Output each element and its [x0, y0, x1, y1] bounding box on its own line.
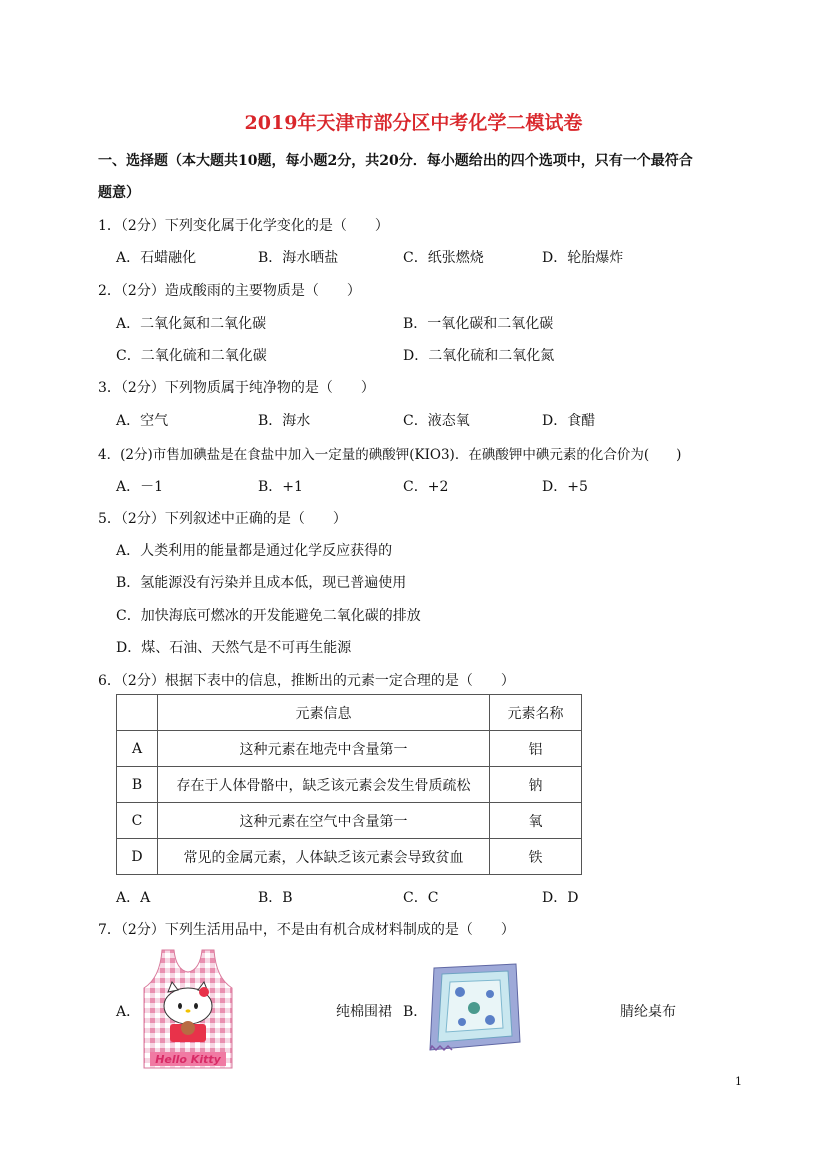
- q5-option-b: B．氢能源没有污染并且成本低，现已普遍使用: [116, 575, 407, 591]
- table-cell: 这种元素在空气中含量第一: [158, 803, 490, 839]
- q1-option-c: C．纸张燃烧: [403, 250, 484, 266]
- table-cell: 氧: [490, 803, 582, 839]
- table-cell: 铁: [490, 839, 582, 875]
- q3-option-d: D．食醋: [542, 413, 596, 429]
- question-6-stem: 6．（2分）根据下表中的信息，推断出的元素一定合理的是（ ）: [98, 673, 515, 689]
- q7-option-a-label: A．: [116, 1004, 141, 1020]
- table-row: [117, 803, 582, 839]
- q1-option-a: A．石蜡融化: [116, 250, 197, 266]
- table-cell: 常见的金属元素，人体缺乏该元素会导致贫血: [158, 839, 490, 875]
- table-cell: D: [117, 839, 158, 875]
- element-info-table: [116, 694, 582, 875]
- q3-option-c: C．液态氧: [403, 413, 470, 429]
- q5-option-d: D．煤、石油、天然气是不可再生能源: [116, 640, 352, 656]
- page-number: 1: [735, 1075, 742, 1088]
- question-3-stem: 3．（2分）下列物质属于纯净物的是（ ）: [98, 380, 375, 396]
- table-header-row: [117, 695, 582, 731]
- q4-option-d: D．+5: [542, 479, 588, 495]
- q6-option-c: C．C: [403, 890, 439, 906]
- q4-option-c: C．+2: [403, 479, 449, 495]
- table-cell: 铝: [490, 731, 582, 767]
- q7-option-b-label: B．: [403, 1004, 428, 1020]
- q6-option-a: A．A: [116, 890, 151, 906]
- cotton-apron-image: [140, 948, 236, 1070]
- acrylic-tablecloth-image: [424, 962, 522, 1054]
- page-title: 2019年天津市部分区中考化学二模试卷: [244, 112, 583, 134]
- section-heading-line2: 题意）: [98, 185, 140, 201]
- table-header-cell: 元素信息: [158, 695, 490, 731]
- question-2-stem: 2．（2分）造成酸雨的主要物质是（ ）: [98, 283, 361, 299]
- q2-option-c: C．二氧化硫和二氧化碳: [116, 348, 267, 364]
- q3-option-a: A．空气: [116, 413, 169, 429]
- q3-option-b: B．海水: [258, 413, 311, 429]
- table-row: [117, 731, 582, 767]
- table-header-cell: 元素名称: [490, 695, 582, 731]
- table-cell: 钠: [490, 767, 582, 803]
- table-cell: B: [117, 767, 158, 803]
- q1-option-d: D．轮胎爆炸: [542, 250, 624, 266]
- table-header-cell: [117, 695, 158, 731]
- q7-option-b-text: 腈纶桌布: [620, 1004, 676, 1020]
- q4-option-b: B．+1: [258, 479, 303, 495]
- question-4-stem: 4．(2分)市售加碘盐是在食盐中加入一定量的碘酸钾(KIO3)．在碘酸钾中碘元素的化合价为( ): [98, 447, 682, 463]
- section-heading-line1: 一、选择题（本大题共10题，每小题2分，共20分．每小题给出的四个选项中，只有一个最符合: [98, 153, 693, 169]
- table-row: [117, 767, 582, 803]
- q4-option-a: A．－1: [116, 479, 164, 495]
- apron-hello-kitty-text: Hello Kitty: [155, 1053, 221, 1066]
- q6-option-d: D．D: [542, 890, 579, 906]
- q6-option-b: B．B: [258, 890, 293, 906]
- q5-option-c: C．加快海底可燃冰的开发能避免二氧化碳的排放: [116, 608, 421, 624]
- table-row: [117, 839, 582, 875]
- table-cell: 这种元素在地壳中含量第一: [158, 731, 490, 767]
- table-cell: 存在于人体骨骼中，缺乏该元素会发生骨质疏松: [158, 767, 490, 803]
- table-cell: A: [117, 731, 158, 767]
- q5-option-a: A．人类利用的能量都是通过化学反应获得的: [116, 543, 393, 559]
- table-cell: C: [117, 803, 158, 839]
- q2-option-a: A．二氧化氮和二氧化碳: [116, 316, 267, 332]
- question-7-stem: 7．（2分）下列生活用品中，不是由有机合成材料制成的是（ ）: [98, 922, 515, 938]
- question-5-stem: 5．（2分）下列叙述中正确的是（ ）: [98, 511, 347, 527]
- q2-option-d: D．二氧化硫和二氧化氮: [403, 348, 555, 364]
- question-1-stem: 1．（2分）下列变化属于化学变化的是（ ）: [98, 218, 389, 234]
- q7-option-a-text: 纯棉围裙: [336, 1004, 392, 1020]
- q1-option-b: B．海水晒盐: [258, 250, 339, 266]
- q2-option-b: B．一氧化碳和二氧化碳: [403, 316, 554, 332]
